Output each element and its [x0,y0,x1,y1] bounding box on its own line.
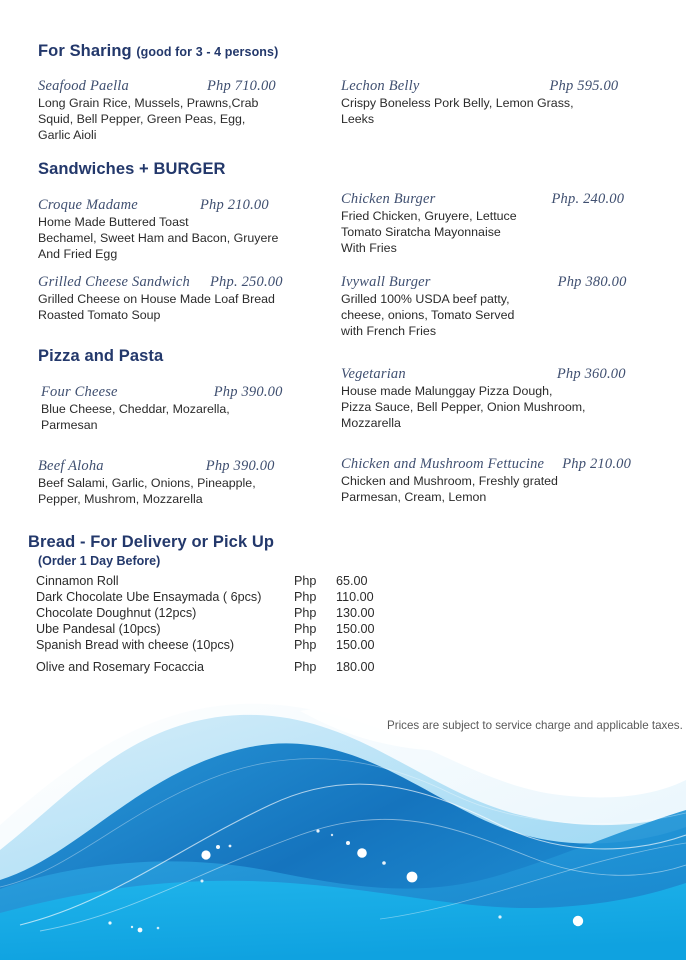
menu-item-name: Beef Aloha [38,458,104,474]
section-title-bread: Bread - For Delivery or Pick Up [28,533,275,551]
desc-line: Pepper, Mushrom, Mozzarella [38,491,203,506]
menu-item-ivywall-burger [341,274,651,340]
section-title-text: Sandwiches + BURGER [38,160,226,178]
menu-item-header [38,274,328,291]
desc-line: Pizza Sauce, Bell Pepper, Onion Mushroom, [341,399,586,414]
menu-item-seafood-paella [38,78,328,144]
menu-item-description [38,476,328,508]
section-bread [28,533,274,568]
menu-item-name: Lechon Belly [341,78,420,94]
desc-line: Parmesan [41,417,98,432]
section-title-pizza-and-pasta [38,347,163,366]
menu-item-name: Four Cheese [41,384,118,400]
desc-line: Home Made Buttered Toast [38,215,189,229]
bread-item-name: Cinnamon Roll [36,574,119,588]
bread-list-item [36,660,375,676]
menu-item-header [41,384,331,401]
menu-item-price: Php 390.00 [205,458,275,474]
menu-item-name: Seafood Paella [38,78,129,94]
desc-line: Bechamel, Sweet Ham and Bacon, Gruyere [38,230,279,245]
menu-item-vegetarian [341,366,661,432]
menu-item-header [38,78,328,95]
desc-line: Fried Chicken, Gruyere, Lettuce [341,209,517,223]
bread-item-amount: 110.00 [336,589,374,604]
menu-item-name: Chicken Burger [341,191,436,207]
menu-item-price: Php 380.00 [557,274,627,290]
bread-item-currency: Php [294,637,317,652]
menu-item-header [341,78,651,95]
menu-item-name: Grilled Cheese Sandwich [38,274,190,290]
bread-item-amount: 150.00 [336,637,375,652]
menu-item-price: Php. 240.00 [551,191,625,207]
section-title-note: (good for 3 - 4 persons) [136,45,279,59]
section-title-text: Pizza and Pasta [38,347,164,365]
bread-list-item [36,606,375,622]
menu-item-description [38,215,328,263]
section-title-text: For Sharing [38,42,132,60]
menu-item-name: Vegetarian [341,366,406,382]
menu-item-description [38,292,328,324]
desc-line: Beef Salami, Garlic, Onions, Pineapple, [38,476,256,490]
bread-item-name: Chocolate Doughnut (12pcs) [36,605,197,620]
blue-wave-graphic [0,675,686,960]
menu-item-name: Ivywall Burger [341,274,431,290]
desc-line: with French Fries [341,323,437,338]
menu-item-header [341,366,661,383]
bread-item-currency: Php [294,605,317,620]
section-title-sandwiches-burger [38,160,226,179]
menu-item-chicken-burger [341,191,651,257]
desc-line: House made Malunggay Pizza Dough, [341,384,553,398]
menu-item-four-cheese [41,384,331,434]
menu-item-description [341,384,661,432]
bread-item-name: Dark Chocolate Ube Ensaymada ( 6pcs) [36,589,262,604]
menu-item-price: Php 390.00 [213,384,283,400]
menu-item-header [341,456,671,473]
desc-line: Leeks [341,111,375,126]
bread-item-name: Olive and Rosemary Focaccia [36,659,204,674]
menu-item-price: Php 210.00 [199,197,269,213]
desc-line: And Fried Egg [38,246,118,261]
menu-item-price: Php. 250.00 [210,274,283,290]
section-subtitle-bread: (Order 1 Day Before) [38,553,161,568]
bread-price-list [36,574,375,676]
bread-item-currency: Php [294,574,317,588]
menu-item-header [38,197,328,214]
menu-item-beef-aloha [38,458,328,508]
desc-line: Grilled 100% USDA beef patty, [341,292,510,306]
desc-line: cheese, onions, Tomato Served [341,307,515,322]
bread-item-amount: 65.00 [336,574,368,588]
menu-item-header [341,274,651,291]
desc-line: Garlic Aioli [38,127,97,142]
menu-item-lechon-belly [341,78,651,128]
bread-item-amount: 130.00 [336,605,375,620]
menu-item-description [341,96,651,128]
menu-item-price: Php 360.00 [556,366,626,382]
desc-line: Blue Cheese, Cheddar, Mozarella, [41,402,230,416]
bread-item-currency: Php [294,659,317,674]
menu-item-price: Php 595.00 [549,78,619,94]
section-title-for-sharing [38,42,278,61]
menu-item-grilled-cheese-sandwich [38,274,328,324]
desc-line: Squid, Bell Pepper, Green Peas, Egg, [38,111,246,126]
desc-line: Roasted Tomato Soup [38,307,161,322]
menu-item-chicken-and-mushroom-fettucine [341,456,671,506]
menu-item-header [38,458,328,475]
menu-item-croque-madame [38,197,328,263]
menu-item-description [38,96,328,144]
desc-line: Tomato Siratcha Mayonnaise [341,224,501,239]
bread-item-currency: Php [294,621,317,636]
bread-item-name: Spanish Bread with cheese (10pcs) [36,637,235,652]
desc-line: Mozzarella [341,415,401,430]
menu-item-price: Php 710.00 [207,78,276,94]
menu-item-header [341,191,651,208]
desc-line: With Fries [341,240,397,255]
bread-item-amount: 150.00 [336,621,375,636]
menu-item-description [41,402,331,434]
menu-item-name: Croque Madame [38,197,138,213]
desc-line: Long Grain Rice, Mussels, Prawns,Crab [38,96,259,110]
menu-item-description [341,474,671,506]
desc-line: Parmesan, Cream, Lemon [341,489,487,504]
menu-item-description [341,292,651,340]
desc-line: Crispy Boneless Pork Belly, Lemon Grass, [341,96,574,110]
menu-item-description [341,209,651,257]
menu-item-price: Php 210.00 [562,456,632,472]
bread-list-item [36,638,375,654]
bread-item-amount: 180.00 [336,659,375,674]
bread-list-item [36,574,375,590]
price-disclaimer: Prices are subject to service charge and applicable taxes. [387,719,683,732]
desc-line: Grilled Cheese on House Made Loaf Bread [38,292,275,306]
bread-list-item [36,590,375,606]
bread-list-item [36,622,375,638]
bread-item-currency: Php [294,589,317,604]
desc-line: Chicken and Mushroom, Freshly grated [341,474,558,488]
bread-item-name: Ube Pandesal (10pcs) [36,621,161,636]
menu-item-name: Chicken and Mushroom Fettucine [341,456,545,472]
